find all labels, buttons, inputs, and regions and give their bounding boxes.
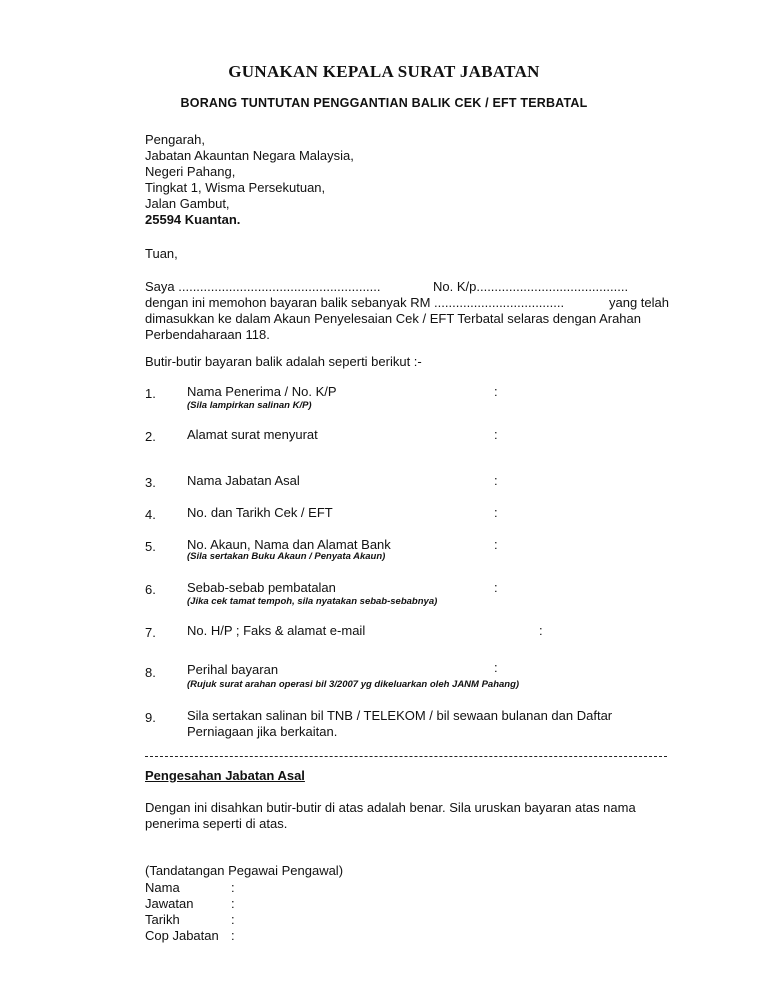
signature-field-label: Jawatan: [145, 896, 194, 911]
items-intro: Butir-butir bayaran balik adalah seperti berikut :-: [145, 354, 422, 369]
item-number: 6.: [145, 582, 156, 597]
applicant-ic-field: No. K/p..........................................: [433, 279, 629, 294]
item-number: 1.: [145, 386, 156, 401]
recipient-line: Pengarah,: [145, 132, 205, 147]
body-line: Perbendaharaan 118.: [145, 327, 270, 342]
signature-field-label: Nama: [145, 880, 180, 895]
recipient-line: Tingkat 1, Wisma Persekutuan,: [145, 180, 326, 195]
item-colon: :: [494, 427, 498, 442]
item-number: 4.: [145, 507, 156, 522]
signature-field-colon: :: [231, 880, 235, 895]
item-label-continued: Perniagaan jika berkaitan.: [187, 724, 338, 739]
recipient-line: Jalan Gambut,: [145, 196, 230, 211]
item-label: No. dan Tarikh Cek / EFT: [187, 505, 333, 520]
item-label: Sebab-sebab pembatalan: [187, 580, 336, 595]
item-label: Nama Jabatan Asal: [187, 473, 300, 488]
item-label: No. Akaun, Nama dan Alamat Bank: [187, 537, 391, 552]
item-note: (Sila lampirkan salinan K/P): [187, 400, 312, 411]
item-colon: :: [539, 623, 543, 638]
item-label: Sila sertakan salinan bil TNB / TELEKOM / bil sewaan bulanan dan Daftar: [187, 708, 613, 723]
item-number: 8.: [145, 665, 156, 680]
item-colon: :: [494, 505, 498, 520]
signature-field-label: Tarikh: [145, 912, 180, 927]
applicant-name-field: Saya ........................................................: [145, 279, 381, 294]
form-title: BORANG TUNTUTAN PENGGANTIAN BALIK CEK / EFT TERBATAL: [180, 96, 588, 110]
amount-line: dengan ini memohon bayaran balik sebanyak RM ....................................: [145, 295, 565, 310]
item-colon: :: [494, 537, 498, 552]
verification-title: Pengesahan Jabatan Asal: [145, 768, 305, 783]
recipient-line: Jabatan Akauntan Negara Malaysia,: [145, 148, 354, 163]
verification-text: Dengan ini disahkan butir-butir di atas adalah benar. Sila uruskan bayaran atas nama: [145, 800, 636, 815]
salutation: Tuan,: [145, 246, 178, 261]
item-number: 7.: [145, 625, 156, 640]
item-label: Perihal bayaran: [187, 662, 279, 677]
item-number: 5.: [145, 539, 156, 554]
signature-field-colon: :: [231, 928, 235, 943]
item-label: Nama Penerima / No. K/P: [187, 384, 337, 399]
body-line: dimasukkan ke dalam Akaun Penyelesaian Cek / EFT Terbatal selaras dengan Arahan: [145, 311, 641, 326]
verification-text: penerima seperti di atas.: [145, 816, 288, 831]
signature-field-colon: :: [231, 912, 235, 927]
item-colon: :: [494, 660, 498, 675]
item-number: 9.: [145, 710, 156, 725]
item-note: (Rujuk surat arahan operasi bil 3/2007 yg dikeluarkan oleh JANM Pahang): [187, 679, 520, 690]
item-label: No. H/P ; Faks & alamat e-mail: [187, 623, 366, 638]
item-note: (Jika cek tamat tempoh, sila nyatakan sebab-sebabnya): [187, 596, 438, 607]
recipient-postcode: 25594 Kuantan.: [145, 212, 241, 227]
item-number: 2.: [145, 429, 156, 444]
section-divider: [145, 756, 667, 757]
signature-field-label: Cop Jabatan: [145, 928, 219, 943]
amount-line-end: yang telah: [609, 295, 669, 310]
item-colon: :: [494, 384, 498, 399]
signature-caption: (Tandatangan Pegawai Pengawal): [145, 863, 344, 878]
item-colon: :: [494, 473, 498, 488]
item-label: Alamat surat menyurat: [187, 427, 318, 442]
item-number: 3.: [145, 475, 156, 490]
signature-field-colon: :: [231, 896, 235, 911]
item-colon: :: [494, 580, 498, 595]
item-note: (Sila sertakan Buku Akaun / Penyata Akaun): [187, 551, 386, 562]
recipient-line: Negeri Pahang,: [145, 164, 236, 179]
letterhead-instruction: GUNAKAN KEPALA SURAT JABATAN: [228, 62, 540, 81]
